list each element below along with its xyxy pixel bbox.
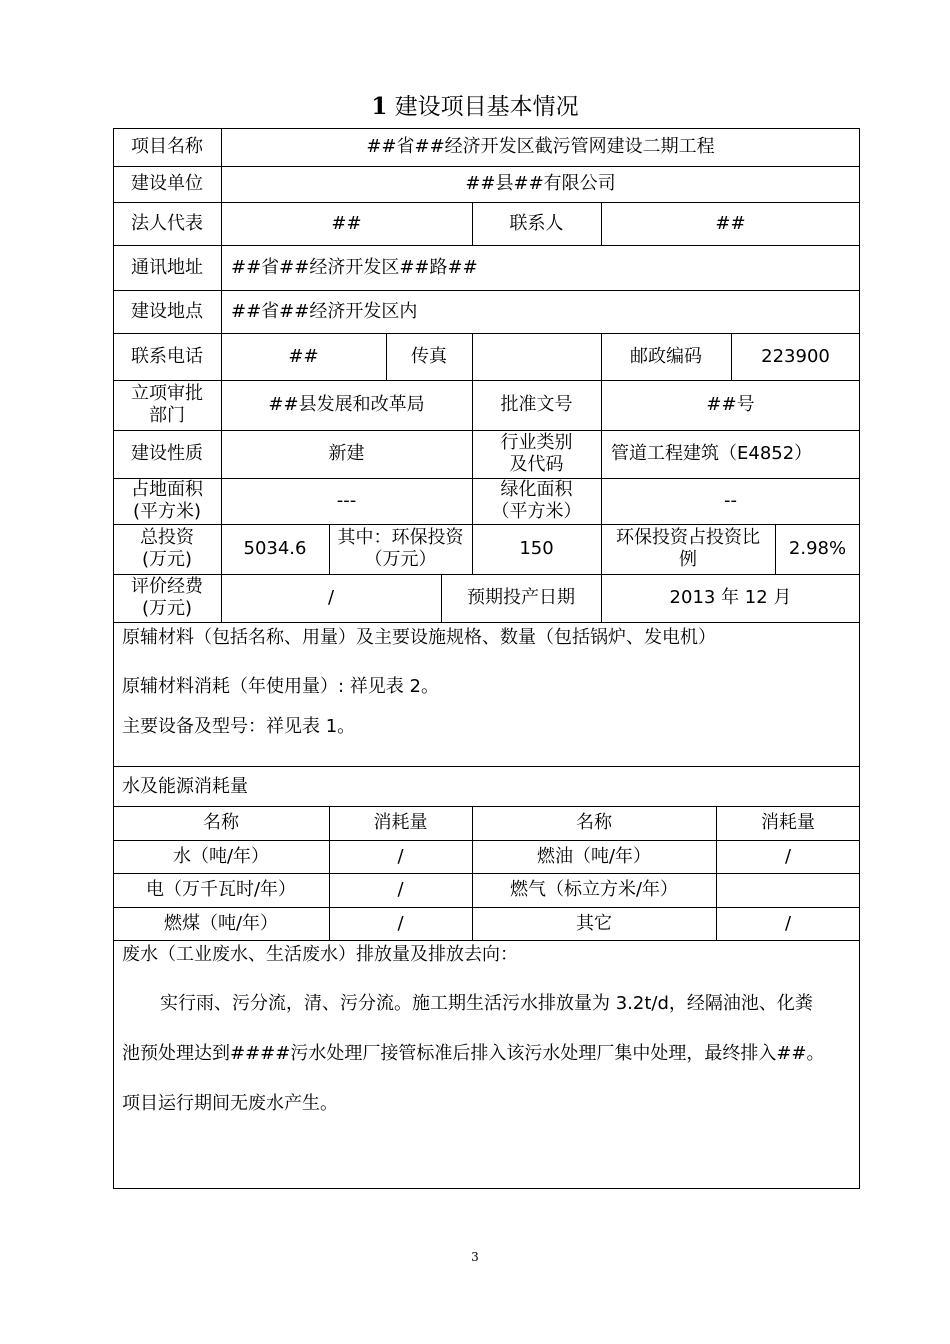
address-label: 通讯地址 [131, 256, 203, 278]
project-name-label: 项目名称 [131, 136, 203, 157]
total-invest-label: 总投资(万元) [140, 527, 194, 570]
prod-date-label: 预期投产日期 [467, 587, 575, 608]
main-equipment: 主要设备及型号：祥见表 1。 [122, 716, 356, 737]
land-area-label: 占地面积(平方米) [131, 479, 203, 522]
total-invest-value: 5034.6 [243, 538, 307, 559]
energy-row-value: / [784, 845, 792, 867]
wastewater-text-line: 池预处理达到####污水处理厂接管标准后排入该污水处理厂集中处理，最终排入##。 [122, 1043, 825, 1064]
contact-person-label: 联系人 [509, 212, 564, 234]
approval-no-value: ##号 [706, 394, 755, 415]
legal-rep-label: 法人代表 [131, 212, 203, 234]
energy-row-name: 燃气（标立方米/年） [509, 879, 679, 900]
energy-title: 水及能源消耗量 [122, 776, 248, 797]
wastewater-title: 废水（工业废水、生活废水）排放量及排放去向： [122, 944, 518, 965]
materials-consumption: 原辅材料消耗（年使用量）: 祥见表 2。 [122, 676, 439, 697]
nature-label: 建设性质 [131, 443, 203, 464]
phone-value: ## [288, 345, 319, 367]
energy-row-value: / [397, 845, 404, 867]
row-divider [113, 940, 860, 941]
site-label: 建设地点 [131, 300, 203, 322]
project-name-value: ##省##经济开发区截污管网建设二期工程 [366, 136, 715, 157]
address-value: ##省##经济开发区##路## [231, 256, 478, 278]
energy-row-value: / [397, 912, 404, 934]
nature-value: 新建 [328, 443, 365, 464]
site-value: ##省##经济开发区内 [231, 300, 418, 322]
wastewater-text-line: 实行雨、污分流，清、污分流。施工期生活污水排放量为 3.2t/d，经隔油池、化粪 [160, 993, 813, 1014]
energy-header-name: 名称 [576, 812, 612, 833]
phone-label: 联系电话 [131, 345, 203, 367]
approval-dept-label: 立项审批部门 [131, 383, 203, 426]
page-title: 1 建设项目基本情况 [371, 93, 579, 120]
env-ratio-value: 2.98% [788, 538, 847, 559]
energy-row-name: 燃煤（吨/年） [163, 912, 279, 934]
energy-header-consumption: 消耗量 [373, 812, 428, 833]
materials-title: 原辅材料（包括名称、用量）及主要设施规格、数量（包括锅炉、发电机） [122, 627, 716, 648]
row-divider [113, 766, 860, 767]
page-number: 3 [471, 1250, 479, 1264]
energy-header-name: 名称 [203, 812, 239, 833]
energy-row-value: / [784, 912, 792, 934]
energy-row-name: 其它 [576, 912, 612, 934]
industry-value: 管道工程建筑（E4852） [611, 443, 813, 464]
energy-row-value [716, 873, 860, 907]
env-invest-label: 其中：环保投资（万元） [337, 527, 464, 570]
eval-fee-label: 评价经费(万元) [131, 576, 203, 619]
energy-row-name: 水（吨/年） [172, 845, 270, 867]
energy-row-name: 燃油（吨/年） [536, 845, 652, 867]
energy-header-consumption: 消耗量 [761, 812, 815, 833]
builder-value: ##县##有限公司 [465, 173, 616, 194]
postcode-value: 223900 [761, 345, 830, 367]
prod-date-value: 2013 年 12 月 [669, 587, 792, 608]
postcode-label: 邮政编码 [630, 345, 702, 367]
builder-label: 建设单位 [131, 173, 203, 194]
fax-value [472, 333, 601, 380]
env-invest-value: 150 [519, 538, 554, 559]
env-ratio-label: 环保投资占投资比例 [616, 527, 760, 570]
eval-fee-value: / [327, 587, 335, 608]
contact-person-value: ## [715, 212, 746, 234]
land-area-value: --- [336, 490, 357, 511]
approval-dept-value: ##县发展和改革局 [268, 394, 425, 415]
energy-row-value: / [397, 879, 404, 900]
wastewater-text-line: 项目运行期间无废水产生。 [122, 1093, 338, 1114]
approval-no-label: 批准文号 [500, 394, 573, 415]
industry-label: 行业类别及代码 [500, 432, 573, 475]
legal-rep-value: ## [331, 212, 362, 234]
fax-label: 传真 [411, 345, 447, 367]
green-area-label: 绿化面积（平方米） [491, 479, 582, 522]
green-area-value: -- [724, 490, 737, 511]
row-divider [113, 622, 860, 623]
energy-row-name: 电（万千瓦时/年） [145, 879, 297, 900]
